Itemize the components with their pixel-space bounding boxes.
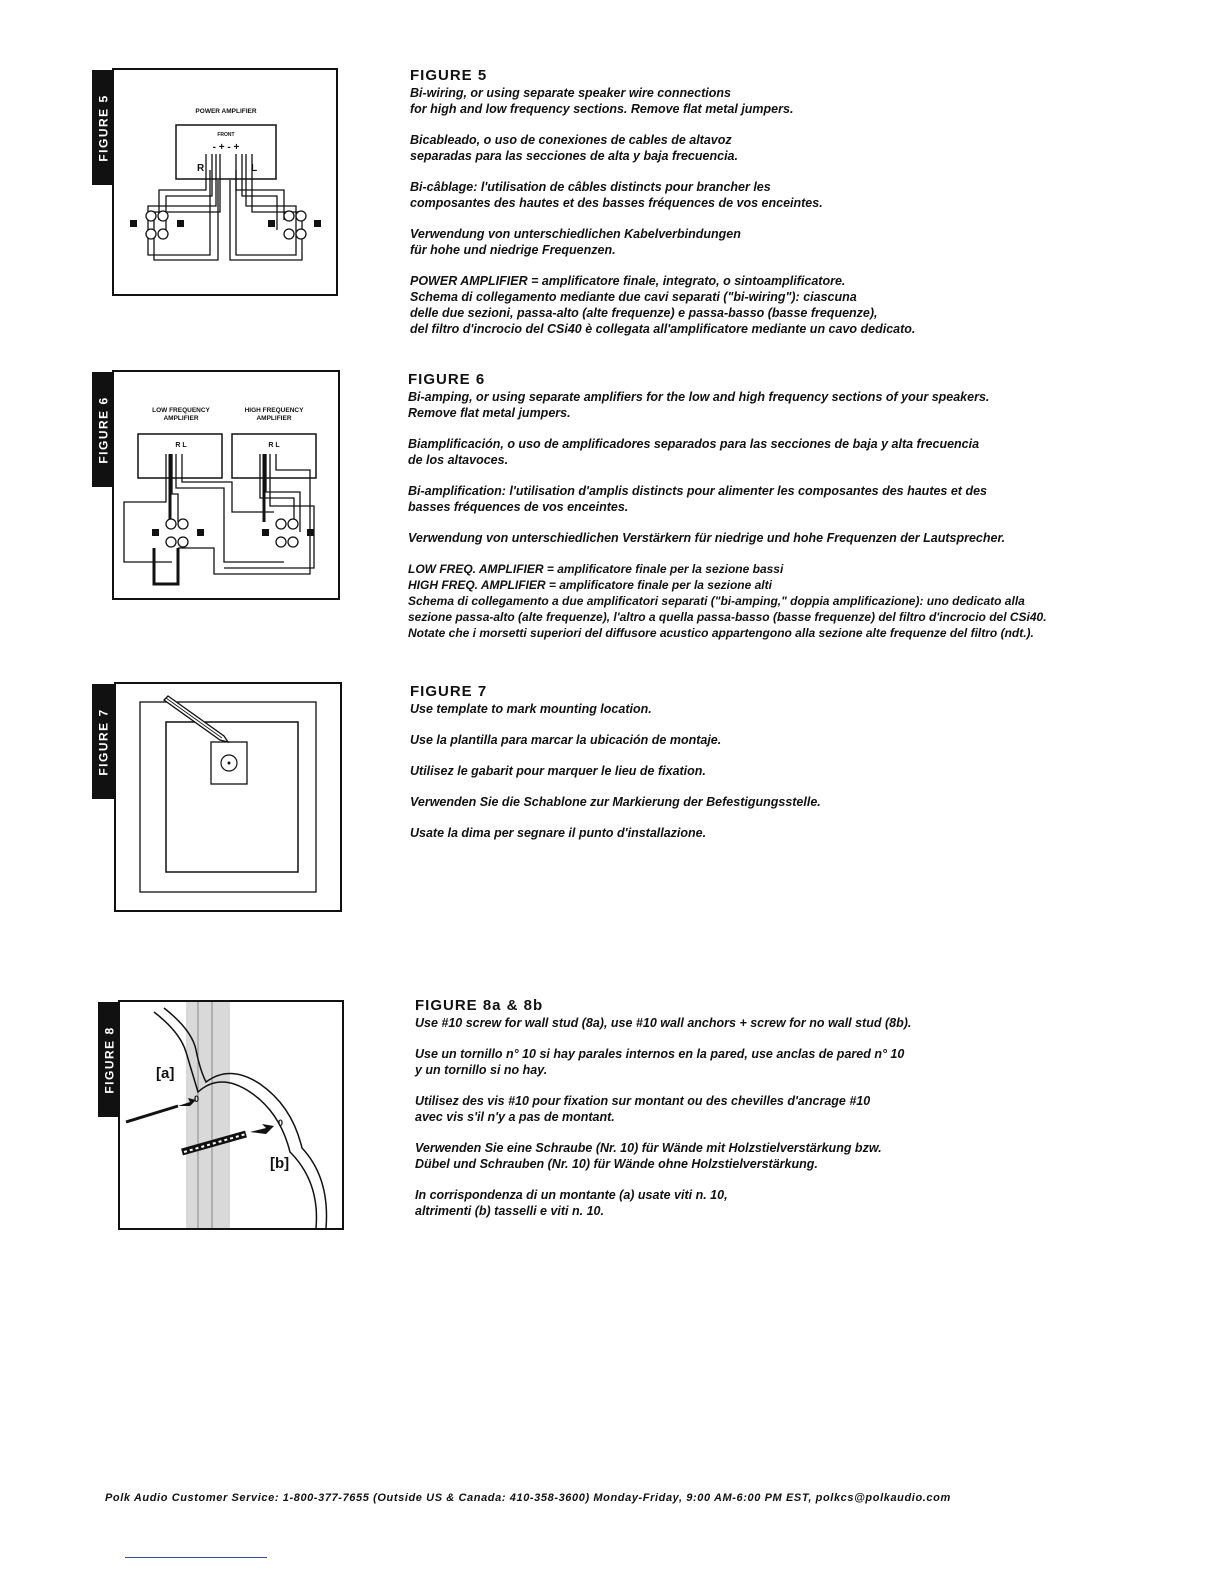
- figure-7-text: [410, 684, 1110, 856]
- paragraph: Verwendung von unterschiedlichen Kabelverbindungen für hohe und niedrige Frequenzen.: [410, 227, 741, 257]
- paragraph: Use template to mark mounting location.: [410, 702, 652, 716]
- paragraph: POWER AMPLIFIER = amplificatore finale, integrato, o sintoamplificatore. Schema di collegamento mediante due cavi separati ("bi-wiring"): ciascuna delle due sezioni, passa-alto (alte frequenze) e passa-basso (basse frequenze), del filtro d'incrocio del CSi40 è collegata all'amplificatore mediante un cavo dedicato.: [410, 274, 916, 336]
- figure-5-diagram: [112, 68, 338, 296]
- zero-b: 0: [278, 1118, 284, 1128]
- high-rl-label: R L: [268, 442, 280, 449]
- figure-5-tab-label: FIGURE 5: [97, 93, 111, 162]
- pencil-icon: [164, 696, 228, 742]
- paragraph: Bi-amping, or using separate amplifiers for the low and high frequency sections of your speakers. Remove flat metal jumpers.: [408, 390, 990, 420]
- low-frequency-label: LOW FREQUENCY: [152, 407, 210, 414]
- paragraph: Bi-amplification: l'utilisation d'amplis distincts pour alimenter les composantes des hautes et des basses fréquences de vos enceintes.: [408, 484, 987, 514]
- wall-stud: [186, 1002, 230, 1228]
- plus-terminal-icon: [130, 220, 137, 227]
- amp-terminal-signs: - + - +: [212, 142, 240, 153]
- figure-8-heading: FIGURE 8a & 8b: [415, 997, 544, 1014]
- figure-8-diagram: [118, 1000, 344, 1230]
- figure-5-text: [410, 68, 1190, 352]
- power-amplifier-label: POWER AMPLIFIER: [195, 108, 257, 115]
- bi-wiring-diagram: [114, 70, 336, 294]
- figure-6-text: [408, 372, 1198, 656]
- figure-7-tab-label: FIGURE 7: [97, 707, 111, 776]
- paragraph: Usate la dima per segnare il punto d'installazione.: [410, 826, 707, 840]
- figure-5-heading: FIGURE 5: [410, 67, 488, 84]
- speaker-wires: [148, 154, 302, 260]
- low-amplifier-box: [138, 434, 222, 478]
- paragraph: Bi-wiring, or using separate speaker wire connections for high and low frequency sections. Remove flat metal jumpers.: [410, 86, 794, 116]
- figure-6-tab-label: FIGURE 6: [97, 395, 111, 464]
- customer-service-footer: Polk Audio Customer Service: 1-800-377-7655 (Outside US & Canada: 410-358-3600) Monday-Friday, 9:00 AM-6:00 PM EST, polkcs@polkaudio.com: [105, 1492, 951, 1504]
- minus-terminal-icon: [177, 220, 184, 227]
- high-amplifier-label: AMPLIFIER: [256, 415, 292, 422]
- paragraph: Use la plantilla para marcar la ubicación de montaje.: [410, 733, 722, 747]
- paragraph: Use un tornillo n° 10 si hay parales internos en la pared, use anclas de pared n° 10 y un tornillo si no hay.: [415, 1047, 905, 1077]
- figure-6-diagram: [112, 370, 340, 600]
- figure-8-text: [415, 998, 1175, 1234]
- paragraph: LOW FREQ. AMPLIFIER = amplificatore finale per la sezione bassi HIGH FREQ. AMPLIFIER = amplificatore finale per la sezione alti Schema di collegamento a due amplificatori separati ("bi-amping," doppia amplificazione): uno dedicato alla sezione passa-alto (alte frequenze), l'altro a quella passa-basso (basse frequenze) del filtro d'incrocio del CSi40. Notate che i morsetti superiori del diffusore acustico appartengono alla sezione alte frequenze del filtro (ndt.).: [408, 562, 1047, 640]
- figure-8-tab-label: FIGURE 8: [103, 1025, 117, 1094]
- label-b: [b]: [270, 1155, 290, 1172]
- wood-screw-icon: [126, 1098, 196, 1122]
- high-frequency-label: HIGH FREQUENCY: [244, 407, 304, 414]
- figure-7-tab: [92, 684, 116, 799]
- minus-terminal-icon: [307, 529, 314, 536]
- front-label: FRONT: [217, 132, 235, 138]
- channel-l-label: L: [251, 163, 258, 174]
- bi-amping-diagram: [114, 372, 338, 598]
- figure-7-heading: FIGURE 7: [410, 683, 488, 700]
- figure-7-diagram: [114, 682, 342, 912]
- template-diagram: [116, 684, 340, 910]
- plus-terminal-icon: [152, 529, 159, 536]
- mounting-point: [228, 762, 231, 765]
- paragraph: Utilisez des vis #10 pour fixation sur montant ou des chevilles d'ancrage #10 avec vis s'il n'y a pas de montant.: [415, 1094, 871, 1124]
- paragraph: Verwendung von unterschiedlichen Verstärkern für niedrige und hohe Frequenzen der Lautsprecher.: [408, 531, 1006, 545]
- paragraph: Bicableado, o uso de conexiones de cables de altavoz separadas para las secciones de alta y baja frecuencia.: [410, 133, 738, 163]
- speaker-terminals: [166, 519, 298, 547]
- low-amplifier-label: AMPLIFIER: [163, 415, 199, 422]
- paragraph: In corrispondenza di un montante (a) usate viti n. 10, altrimenti (b) tasselli e viti n. 10.: [415, 1188, 728, 1218]
- paragraph: Biamplificación, o uso de amplificadores separados para las secciones de baja y alta frecuencia de los altavoces.: [408, 437, 980, 467]
- figure-6-heading: FIGURE 6: [408, 371, 486, 388]
- channel-r-label: R: [197, 163, 205, 174]
- low-rl-label: R L: [175, 442, 187, 449]
- plus-terminal-icon: [268, 220, 275, 227]
- wall-mounting-diagram: [120, 1002, 342, 1228]
- speaker-terminals: [146, 211, 306, 239]
- paragraph: Verwenden Sie die Schablone zur Markierung der Befestigungsstelle.: [410, 795, 821, 809]
- bottom-rule: [125, 1557, 267, 1558]
- zero-a: 0: [194, 1094, 200, 1104]
- paragraph: Bi-câblage: l'utilisation de câbles distincts pour brancher les composantes des hautes et des basses fréquences de vos enceintes.: [410, 180, 823, 210]
- paragraph: Utilisez le gabarit pour marquer le lieu de fixation.: [410, 764, 706, 778]
- minus-terminal-icon: [314, 220, 321, 227]
- paragraph: Use #10 screw for wall stud (8a), use #10 wall anchors + screw for no wall stud (8b).: [415, 1016, 912, 1030]
- plus-terminal-icon: [262, 529, 269, 536]
- high-amplifier-box: [232, 434, 316, 478]
- minus-terminal-icon: [197, 529, 204, 536]
- label-a: [a]: [156, 1065, 175, 1082]
- paragraph: Verwenden Sie eine Schraube (Nr. 10) für Wände mit Holzstielverstärkung bzw. Dübel und Schrauben (Nr. 10) für Wände ohne Holzstielverstärkung.: [415, 1141, 882, 1171]
